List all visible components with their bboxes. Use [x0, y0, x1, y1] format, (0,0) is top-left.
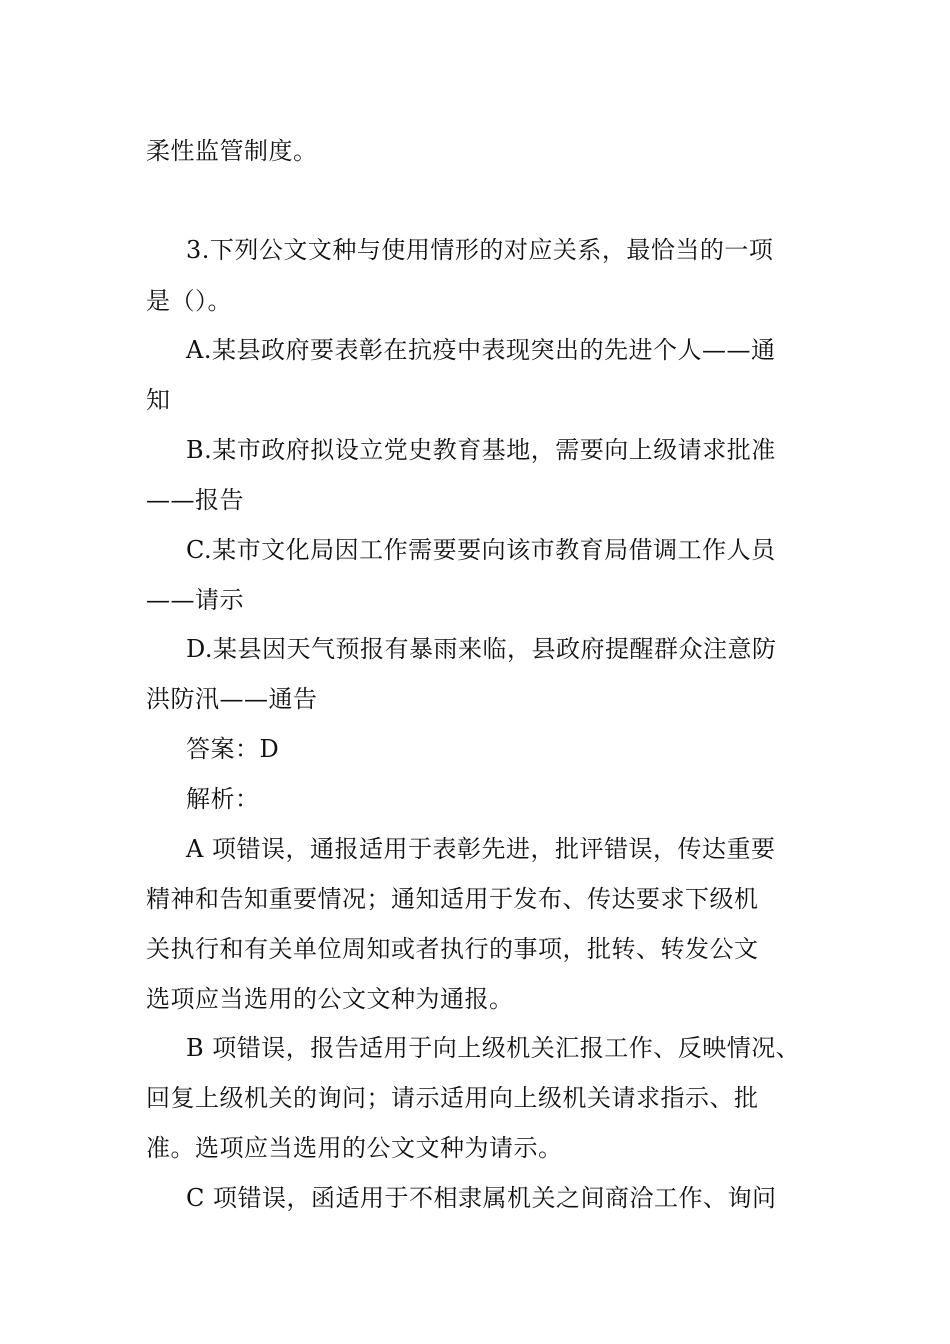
analysis-heading: 解析：: [186, 785, 260, 813]
option-d-line: 洪防汛——通告: [146, 685, 318, 713]
analysis-line: B 项错误，报告适用于向上级机关汇报工作、反映情况、: [186, 1034, 801, 1062]
analysis-line: 选项应当选用的公文文种为通报。: [146, 985, 514, 1013]
answer-line: 答案：D: [186, 735, 280, 763]
analysis-line: A 项错误，通报适用于表彰先进，批评错误，传达重要: [186, 835, 776, 863]
option-b-line: ——报告: [146, 486, 244, 514]
question-line: 是（）。: [146, 287, 232, 315]
paragraph-line: 柔性监管制度。: [146, 137, 318, 165]
option-a-line: A.某县政府要表彰在抗疫中表现突出的先进个人——通: [186, 336, 776, 364]
question-line: 3.下列公文文种与使用情形的对应关系，最恰当的一项: [186, 236, 774, 264]
option-b-line: B.某市政府拟设立党史教育基地，需要向上级请求批准: [186, 436, 776, 464]
option-c-line: ——请示: [146, 586, 244, 614]
analysis-line: 精神和告知重要情况；通知适用于发布、传达要求下级机: [146, 885, 759, 913]
analysis-line: 回复上级机关的询问；请示适用向上级机关请求指示、批: [146, 1084, 759, 1112]
option-a-line: 知: [146, 386, 171, 414]
option-c-line: C.某市文化局因工作需要要向该市教育局借调工作人员: [186, 536, 776, 564]
option-d-line: D.某县因天气预报有暴雨来临，县政府提醒群众注意防: [186, 635, 777, 663]
analysis-line: 准。选项应当选用的公文文种为请示。: [146, 1134, 563, 1162]
analysis-line: C 项错误，函适用于不相隶属机关之间商洽工作、询问: [186, 1184, 777, 1212]
analysis-line: 关执行和有关单位周知或者执行的事项，批转、转发公文: [146, 935, 759, 963]
